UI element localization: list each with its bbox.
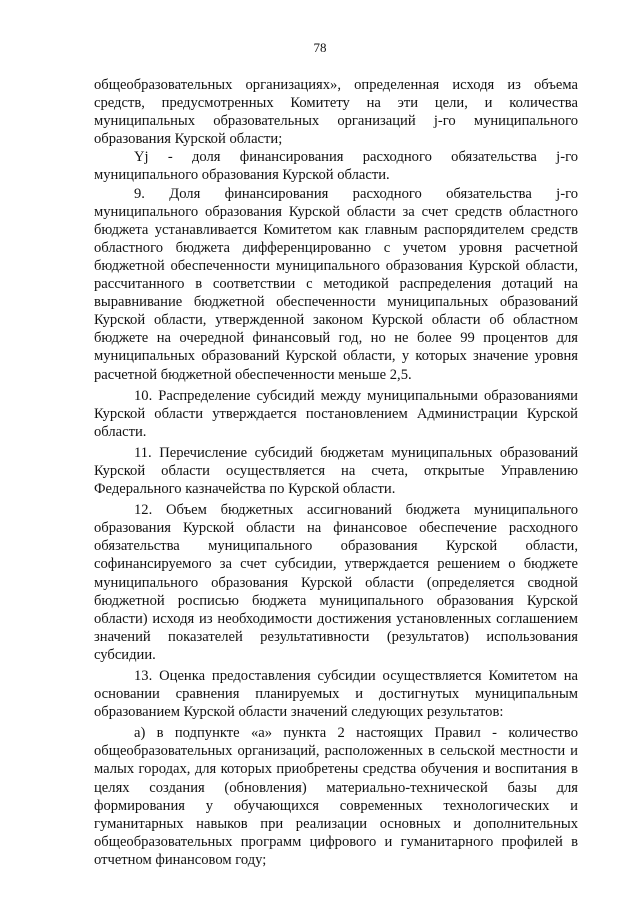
paragraph-11: 11. Перечисление субсидий бюджетам муниципальных образований Курской области осуществляется на счета, открытые Управлению Федерального казначейства по Курской области. — [94, 444, 578, 498]
paragraph-continuation: общеобразовательных организациях», определенная исходя из объема средств, предусмотренных Комитету на эти цели, и количества муниципальных образовательных организаций j-го муниципального образования Курской области; — [94, 77, 578, 148]
document-body — [94, 76, 578, 869]
paragraph-yj-definition: Yj - доля финансирования расходного обязательства j-го муниципального образования Курской области. — [94, 149, 578, 184]
paragraph-13-a: а) в подпункте «а» пункта 2 настоящих Правил - количество общеобразовательных организаций, расположенных в сельской местности и малых городах, для которых приобретены средства обучения и воспитания в целях создания (обновления) материально-технической базы для формирования у обучающихся современных технологических и гуманитарных навыков при реализации основных и дополнительных общеобразовательных программ цифрового и гуманитарного профилей в отчетном финансовом году; — [94, 725, 578, 868]
paragraph-12: 12. Объем бюджетных ассигнований бюджета муниципального образования Курской области на финансовое обеспечение расходного обязательства муниципального образования Курской области, софинансируемого за счет субсидии, утверждается решением о бюджете муниципального образования Курской области (определяется сводной бюджетной росписью бюджета муниципального образования Курской области) исходя из необходимости достижения установленных соглашением значений показателей результативности (результатов) использования субсидии. — [94, 502, 578, 663]
paragraph-13: 13. Оценка предоставления субсидии осуществляется Комитетом на основании сравнения планируемых и достигнутых муниципальным образованием Курской области значений следующих результатов: — [94, 668, 578, 721]
paragraph-9: 9. Доля финансирования расходного обязательства j-го муниципального образования Курской области за счет средств областного бюджета устанавливается Комитетом как главным распорядителем средств областного бюджета дифференцированно с учетом уровня расчетной бюджетной обеспеченности муниципального образования Курской области, рассчитанного в соответствии с методикой распределения дотаций на выравнивание бюджетной обеспеченности муниципальных образований Курской области, утвержденной законом Курской области об областном бюджете на очередной финансовый год, но не более 99 процентов для муниципальных образований Курской области, у которых значение уровня расчетной бюджетной обеспеченности меньше 2,5. — [94, 185, 578, 383]
page-number: 78 — [313, 40, 327, 55]
paragraph-10: 10. Распределение субсидий между муниципальными образованиями Курской области утверждается постановлением Администрации Курской области. — [94, 387, 578, 440]
